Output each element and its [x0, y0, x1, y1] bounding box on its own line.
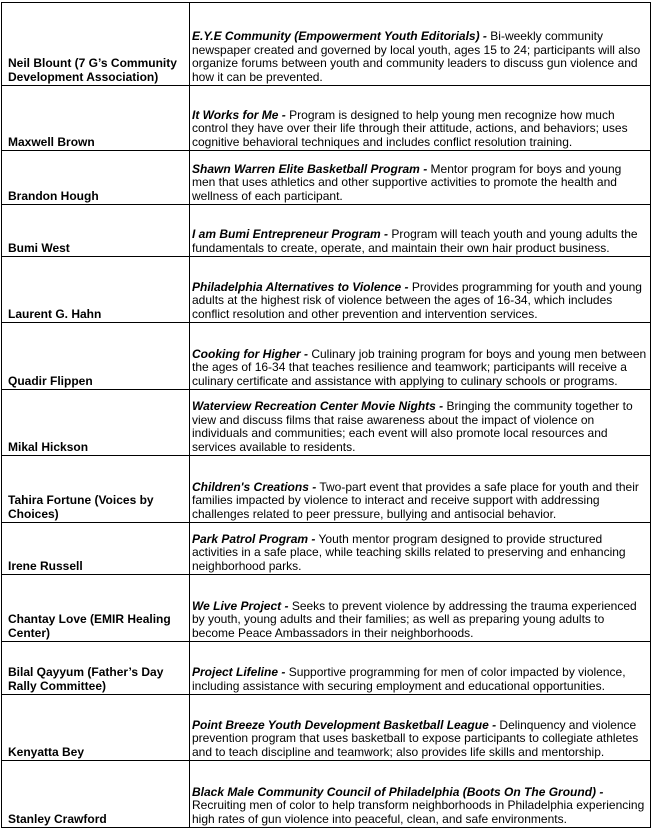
table-row: [2, 151, 651, 205]
table-row: [2, 3, 651, 86]
program-title: E.Y.E Community (Empowerment Youth Editorials) -: [192, 29, 487, 43]
table-row: [2, 323, 651, 390]
program-title: Philadelphia Alternatives to Violence -: [192, 279, 409, 294]
program-description-cell: [190, 642, 651, 695]
table-row: [2, 205, 651, 257]
table-row: [2, 761, 651, 828]
table-row: [2, 642, 651, 695]
program-title: We Live Project -: [192, 598, 289, 613]
program-description-cell: [190, 456, 651, 523]
grantee-name: Kenyatta Bey: [2, 695, 190, 761]
table-row: [2, 86, 651, 151]
table-row: [2, 390, 651, 456]
program-description: Recruiting men of color to help transform neighborhoods in Philadelphia experiencing high rates of gun violence into peaceful, clean, and safe environments.: [192, 798, 645, 826]
program-description-cell: [190, 86, 651, 151]
grantee-name: Laurent G. Hahn: [2, 257, 190, 323]
grantee-name: Quadir Flippen: [2, 323, 190, 390]
program-title: Black Male Community Council of Philadelphia (Boots On The Ground) -: [192, 784, 604, 799]
program-description-cell: [190, 205, 651, 257]
program-description-cell: [190, 3, 651, 86]
program-title: Waterview Recreation Center Movie Nights -: [192, 399, 444, 413]
grantee-name: Bumi West: [2, 205, 190, 257]
program-description-cell: [190, 523, 651, 575]
table-row: [2, 523, 651, 575]
program-title: It Works for Me -: [192, 107, 286, 122]
program-description-cell: [190, 575, 651, 642]
grantee-table: [1, 2, 651, 828]
program-title: Children's Creations -: [192, 479, 317, 494]
program-description: Youth mentor program designed to provide structured activities in a safe place, while teaching skills related to preserving and enhancing neighborhood parks.: [192, 531, 626, 573]
program-description-cell: [190, 151, 651, 205]
program-description: Program is designed to help young men recognize how much control they have over their life through their attitude, actions, and behaviors; uses cognitive behavioral techniques and includes conflict resolution training.: [192, 107, 628, 149]
program-description: Culinary job training program for boys and young men between the ages of 16-34 that teaches resilience and teamwork; participants will receive a culinary certificate and assistance with applying to culinary schools or programs.: [192, 346, 647, 388]
program-description: Program will teach youth and young adults the fundamentals to create, operate, and maintain their own hair product business.: [192, 227, 638, 255]
grantee-name: Maxwell Brown: [2, 86, 190, 151]
program-title: Park Patrol Program -: [192, 531, 316, 546]
grantee-name: Bilal Qayyum (Father’s Day Rally Committee): [2, 642, 190, 695]
table-row: [2, 257, 651, 323]
program-description: Supportive programming for men of color impacted by violence, including assistance with securing employment and educational opportunities.: [192, 665, 626, 693]
program-description-cell: [190, 323, 651, 390]
program-description-cell: [190, 257, 651, 323]
program-title: Point Breeze Youth Development Basketball League -: [192, 717, 497, 732]
program-title: I am Bumi Entrepreneur Program -: [192, 227, 389, 241]
program-description: Two-part event that provides a safe place for youth and their families impacted by violence to interact and receive support with addressing challenges related to peer pressure, bullying and antisocial behavior.: [192, 479, 639, 521]
grantee-name: Irene Russell: [2, 523, 190, 575]
program-description: Delinquency and violence prevention program that uses basketball to expose participants to collegiate athletes and to teach discipline and teamwork; also provides life skills and mentorship.: [192, 717, 639, 759]
grantee-name: Brandon Hough: [2, 151, 190, 205]
program-title: Cooking for Higher -: [192, 346, 308, 361]
grantee-name: Chantay Love (EMIR Healing Center): [2, 575, 190, 642]
grantee-name: Stanley Crawford: [2, 761, 190, 828]
program-title: Shawn Warren Elite Basketball Program -: [192, 161, 428, 176]
grantee-name: Tahira Fortune (Voices by Choices): [2, 456, 190, 523]
program-description-cell: [190, 761, 651, 828]
program-description: Bi-weekly community newspaper created and governed by local youth, ages 15 to 24; participants will also organize forums between youth and community leaders to discuss gun violence and how it can be prevented.: [192, 29, 641, 84]
grantee-name: Neil Blount (7 G’s Community Development Association): [2, 3, 190, 86]
program-description: Bringing the community together to view and discuss films that raise awareness about the impact of violence on individuals and communities; each event will also promote local resources and services available to residents.: [192, 399, 633, 454]
program-description: Provides programming for youth and young adults at the highest risk of violence between the ages of 16-34, which includes conflict resolution and other prevention and intervention services.: [192, 279, 642, 321]
program-description: Mentor program for boys and young men that uses athletics and other supportive activities to promote the health and wellness of each participant.: [192, 161, 622, 203]
program-description: Seeks to prevent violence by addressing the trauma experienced by youth, young adults and their families; as well as preparing young adults to become Peace Ambassadors in their neighborhoods.: [192, 598, 637, 640]
program-description-cell: [190, 695, 651, 761]
table-row: [2, 456, 651, 523]
grantee-name: Mikal Hickson: [2, 390, 190, 456]
table-row: [2, 575, 651, 642]
program-description-cell: [190, 390, 651, 456]
program-title: Project Lifeline -: [192, 665, 286, 679]
table-row: [2, 695, 651, 761]
